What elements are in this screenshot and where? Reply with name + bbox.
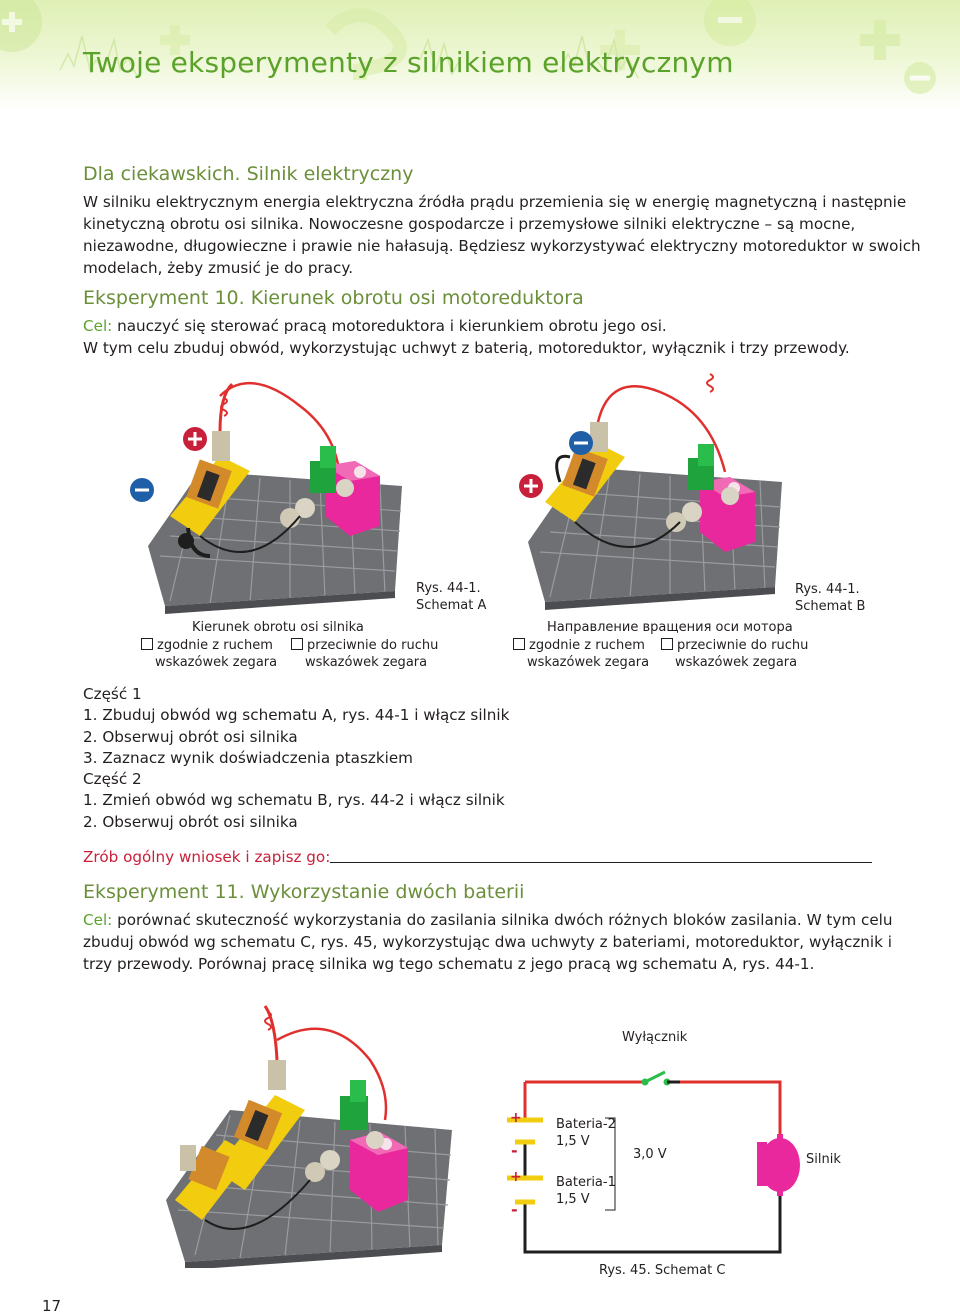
exp11-paragraph (83, 909, 893, 975)
goal-label: Cel: (83, 317, 113, 335)
exp10-instructions: W tym celu zbuduj obwód, wykorzystując uchwyt z baterią, motoreduktor, wyłącznik i trzy przewody. (83, 339, 850, 357)
exp10-goal (83, 315, 667, 337)
battery1-name: Bateria-1 (556, 1175, 616, 1190)
goal-text: nauczyć się sterować pracą motoreduktora i kierunkiem obrotu jego osi. (112, 317, 667, 335)
intro-heading: Dla ciekawskich. Silnik elektryczny (83, 163, 414, 185)
intro-line: W silniku elektrycznym energia elektryczna źródła prądu przemienia się w energię magnetyczną i następnie (83, 193, 907, 211)
fig-a-option-clockwise[interactable]: zgodnie z ruchem (141, 637, 273, 654)
fig-b-direction-title: Направление вращения оси мотора (547, 620, 793, 635)
checkbox[interactable] (291, 638, 303, 650)
fig-a-direction-title: Kierunek obrotu osi silnika (192, 620, 364, 635)
step-line: Część 1 (83, 685, 142, 703)
conclusion-label: Zrób ogólny wniosek i zapisz go: (83, 848, 331, 866)
schemat-b-photo (520, 372, 790, 618)
schemat-a-photo (140, 376, 410, 618)
motor-label: Silnik (806, 1152, 841, 1167)
page-title: Twoje eksperymenty z silnikiem elektrycznym (83, 46, 734, 79)
checkbox[interactable] (141, 638, 153, 650)
checkbox[interactable] (513, 638, 525, 650)
fig-b-option-clockwise[interactable]: zgodnie z ruchem (513, 637, 645, 654)
page-number: 17 (42, 1297, 62, 1315)
fig-a-option-counterclockwise[interactable]: przeciwnie do ruchu (291, 637, 438, 654)
fig-a-caption-number: Rys. 44-1. (416, 581, 481, 596)
minus-terminal-icon (568, 430, 594, 456)
schemat-c-photo (160, 1000, 460, 1268)
total-voltage: 3,0 V (633, 1147, 667, 1162)
goal-label: Cel: (83, 911, 113, 929)
fig-b-option-clockwise-2: wskazówek zegara (527, 655, 650, 670)
conclusion-answer-line[interactable] (330, 862, 872, 863)
checkbox[interactable] (661, 638, 673, 650)
step-line: 1. Zmień obwód wg schematu B, rys. 44-2 i włącz silnik (83, 791, 505, 810)
fig-a-caption-title: Schemat A (416, 598, 487, 613)
fig-b-caption-number: Rys. 44-1. (795, 582, 860, 597)
fig-b-option-counterclockwise-2: wskazówek zegara (675, 655, 798, 670)
plus-terminal-icon (182, 426, 208, 452)
circuit-switch-label: Wyłącznik (622, 1030, 688, 1045)
exp10-heading: Eksperyment 10. Kierunek obrotu osi motoreduktora (83, 287, 584, 309)
battery2-plus-sign: + (510, 1110, 522, 1126)
exp11-line: zbuduj obwód wg schematu C, rys. 45, wykorzystując dwa uchwyty z bateriami, motoreduktor, wyłącznik i (83, 933, 892, 951)
battery1-plus-sign: + (510, 1169, 522, 1185)
exp11-line: trzy przewody. Porównaj pracę silnika wg tego schematu z jego pracą wg schematu A, rys. 44-1. (83, 955, 815, 973)
exp11-heading: Eksperyment 11. Wykorzystanie dwóch baterii (83, 881, 525, 903)
step-line: Część 2 (83, 770, 142, 789)
exp10-steps (83, 684, 509, 833)
step-line: 2. Obserwuj obrót osi silnika (83, 812, 298, 831)
fig-c-caption: Rys. 45. Schemat C (599, 1263, 726, 1278)
battery1-voltage: 1,5 V (556, 1192, 590, 1207)
fig-a-option-clockwise-2: wskazówek zegara (155, 655, 278, 670)
battery2-minus-sign: - (511, 1141, 518, 1160)
fig-b-caption-title: Schemat B (795, 599, 866, 614)
fig-a-option-counterclockwise-2: wskazówek zegara (305, 655, 428, 670)
intro-line: kinetyczną obrotu osi silnika. Nowoczesne gospodarcze i przemysłowe silniki elektryczne – są mocne, (83, 215, 856, 233)
plus-terminal-icon (518, 473, 544, 499)
intro-paragraph (83, 191, 921, 279)
battery2-voltage: 1,5 V (556, 1134, 590, 1149)
intro-line: niezawodne, długowieczne i prawie nie hałasują. Będziesz wykorzystywać elektryczny motoreduktor w swoich (83, 237, 921, 255)
intro-line: modelach, żeby zmusić je do pracy. (83, 259, 354, 277)
step-line: 3. Zaznacz wynik doświadczenia ptaszkiem (83, 748, 413, 767)
battery2-name: Bateria-2 (556, 1117, 616, 1132)
minus-terminal-icon (129, 477, 155, 503)
fig-b-option-counterclockwise[interactable]: przeciwnie do ruchu (661, 637, 808, 654)
battery1-minus-sign: - (511, 1200, 518, 1219)
exp11-line: porównać skuteczność wykorzystania do zasilania silnika dwóch różnych bloków zasilania. W tym celu (112, 911, 893, 929)
step-line: 2. Obserwuj obrót osi silnika (83, 727, 298, 746)
step-line: 1. Zbuduj obwód wg schematu A, rys. 44-1 i włącz silnik (83, 706, 510, 725)
